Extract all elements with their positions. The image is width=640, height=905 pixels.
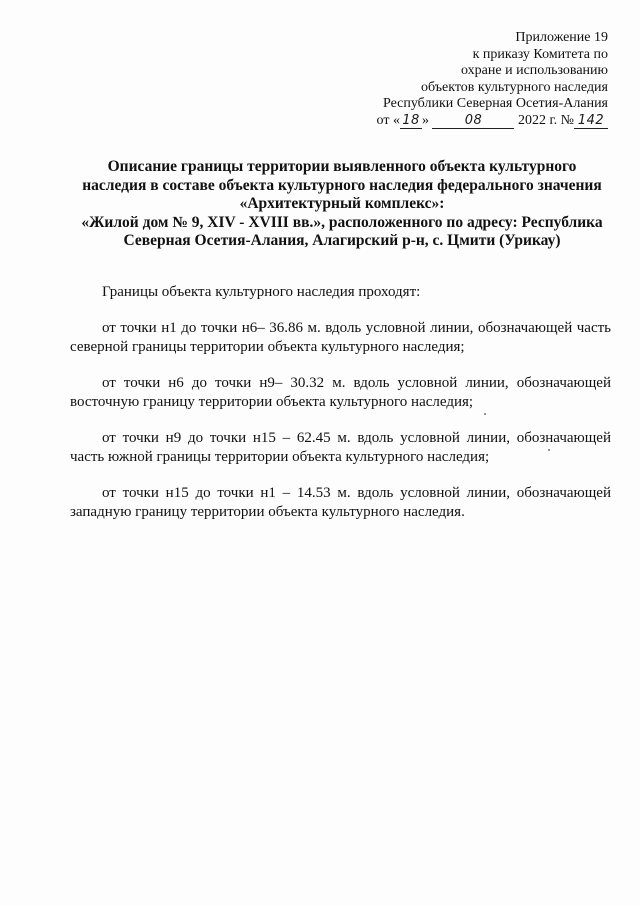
title-line: Северная Осетия-Алания, Алагирский р-н, с. Цмити (Урикау) xyxy=(123,232,561,249)
scan-speck xyxy=(548,449,550,451)
committee-name-line-1: охране и использованию xyxy=(461,63,608,78)
title-line: «Жилой дом № 9, XIV - XVIII вв.», расположенного по адресу: Республика xyxy=(81,213,603,231)
document-body xyxy=(70,283,611,539)
date-prefix: от « xyxy=(376,112,400,128)
boundaries-intro: Границы объекта культурного наследия проходят: xyxy=(102,284,421,300)
handwritten-doc-number: 142 xyxy=(574,114,608,129)
committee-name-line-2: объектов культурного наследия xyxy=(420,79,608,95)
date-mid: » xyxy=(421,112,429,128)
title-line: «Архитектурный комплекс»: xyxy=(239,195,445,212)
order-date-line xyxy=(320,113,608,130)
appendix-number: Приложение 19 xyxy=(515,30,608,45)
date-year: 2022 г. № xyxy=(517,112,574,128)
boundary-segment-paragraph: от точки н6 до точки н9– 30.32 м. вдоль условной линии, обозначающей восточную границу территории объекта культурного наследия; xyxy=(70,375,611,410)
handwritten-day: 18 xyxy=(400,114,422,129)
appendix-header xyxy=(320,30,608,129)
republic-name: Республики Северная Осетия-Алания xyxy=(383,96,608,111)
boundary-segment-paragraph: от точки н1 до точки н6– 36.86 м. вдоль условной линии, обозначающей часть северной границы территории объекта культурного наследия; xyxy=(70,320,611,355)
scan-speck xyxy=(484,413,486,415)
handwritten-month: 08 xyxy=(432,114,514,129)
boundary-segment-paragraph: от точки н9 до точки н15 – 62.45 м. вдоль условной линии, обозначающей часть южной границы территории объекта культурного наследия; xyxy=(70,430,611,465)
order-reference: к приказу Комитета по xyxy=(472,46,608,62)
document-title xyxy=(70,158,614,251)
boundary-segment-paragraph: от точки н15 до точки н1 – 14.53 м. вдоль условной линии, обозначающей западную границу территории объекта культурного наследия. xyxy=(70,485,611,520)
title-line: наследия в составе объекта культурного наследия федерального значения xyxy=(82,176,602,194)
title-line: Описание границы территории выявленного объекта культурного xyxy=(107,158,577,175)
